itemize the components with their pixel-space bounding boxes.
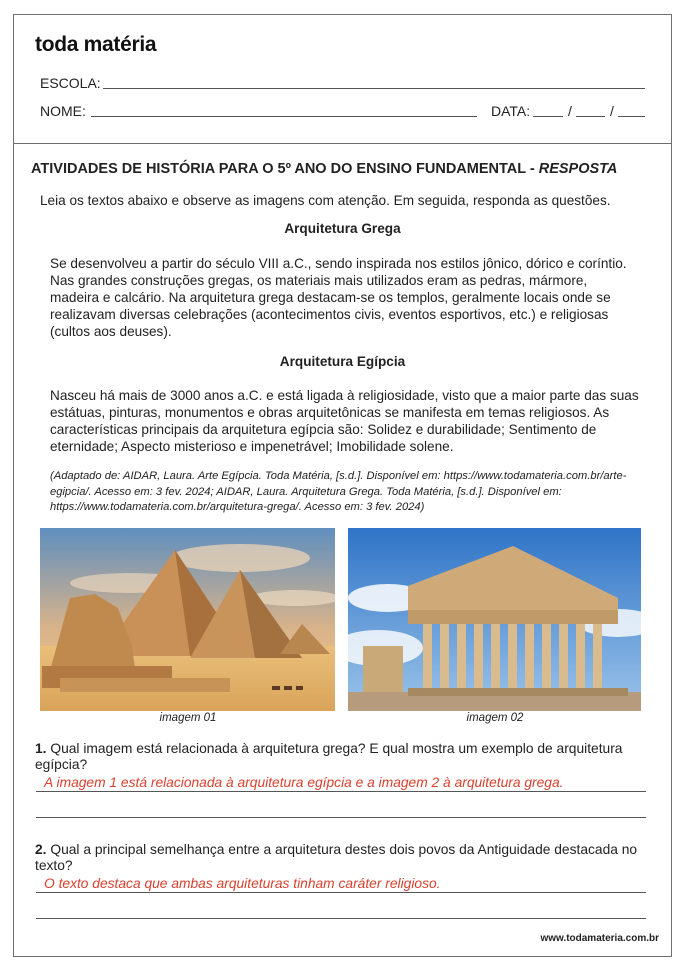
section-text-egyptian: Nasceu há mais de 3000 anos a.C. e está ligada à religiosidade, visto que a maior parte das suas estátuas, pinturas, monumentos e obras arquitetônicas se manifesta em temas religiosos. As características principais da arquitetura egípcia são: Solidez e durabilidade; Sentimento de eternidade; Aspecto misterioso e impenetrável; Imobilidade solene. <box>50 388 639 454</box>
brand-logo: toda matéria <box>35 33 157 56</box>
image-caption-1: imagem 01 <box>159 712 217 724</box>
school-label: ESCOLA: <box>40 75 101 91</box>
header-divider <box>13 143 672 144</box>
date-day-field[interactable] <box>533 116 563 117</box>
section-heading-greek: Arquitetura Grega <box>284 221 401 236</box>
name-label: NOME: <box>40 103 86 119</box>
answer-line <box>36 892 646 893</box>
name-field[interactable] <box>91 116 477 117</box>
title-suffix: RESPOSTA <box>538 161 618 177</box>
answer-line <box>36 817 646 818</box>
answer-1: A imagem 1 está relacionada à arquitetura egípcia e a imagem 2 à arquitetura grega. <box>44 775 564 790</box>
section-heading-egyptian: Arquitetura Egípcia <box>279 354 406 369</box>
date-year-field[interactable] <box>618 116 645 117</box>
parthenon-image <box>348 528 641 711</box>
pyramids-sphinx-image <box>40 528 335 711</box>
date-separator: / <box>568 103 572 119</box>
section-text-greek: Se desenvolveu a partir do século VIII a.C., sendo inspirada nos estilos jônico, dórico e coríntio. Nas grandes construções gregas, os materiais mais utilizados eram as pedras, mármore, madeira e calcário. Na arquitetura grega destacam-se os templos, geralmente locais onde se realizavam diversas celebrações (acontecimentos civis, eventos esportivos, etc.) e religiosas (cultos aos deuses). <box>50 256 627 339</box>
instructions: Leia os textos abaixo e observe as imagens com atenção. Em seguida, responda as questões. <box>40 193 611 208</box>
school-field[interactable] <box>103 88 645 89</box>
footer-url[interactable]: www.todamateria.com.br <box>540 933 659 944</box>
image-caption-2: imagem 02 <box>466 712 524 724</box>
answer-line <box>36 918 646 919</box>
date-month-field[interactable] <box>576 116 605 117</box>
worksheet-title <box>31 161 661 177</box>
question-2-text: Qual a principal semelhança entre a arquitetura destes dois povos da Antiguidade destacada no texto? <box>35 842 638 873</box>
title-main: ATIVIDADES DE HISTÓRIA PARA O 5º ANO DO ENSINO FUNDAMENTAL - <box>31 161 539 177</box>
answer-line <box>36 791 646 792</box>
date-label: DATA: <box>491 103 531 119</box>
answer-2: O texto destaca que ambas arquiteturas tinham caráter religioso. <box>44 876 441 891</box>
question-2-number: 2. <box>35 842 47 857</box>
source-reference: (Adaptado de: AIDAR, Laura. Arte Egípcia. Toda Matéria, [s.d.]. Disponível em: https://www.todamateria.com.br/arte-egipcia/. Acesso em: 3 fev. 2024; AIDAR, Laura. Arquitetura Grega. Toda Matéria, [s.d.]. Disponível em: https://www.todamateria.com.br/arquitetura-grega/. Acesso em: 3 fev. 2024) <box>50 470 627 513</box>
question-1-text: Qual imagem está relacionada à arquitetura grega? E qual mostra um exemplo de arquitetura egípcia? <box>35 741 623 772</box>
question-2 <box>35 842 655 874</box>
question-1-number: 1. <box>35 741 47 756</box>
question-1 <box>35 741 655 773</box>
date-separator: / <box>610 103 614 119</box>
